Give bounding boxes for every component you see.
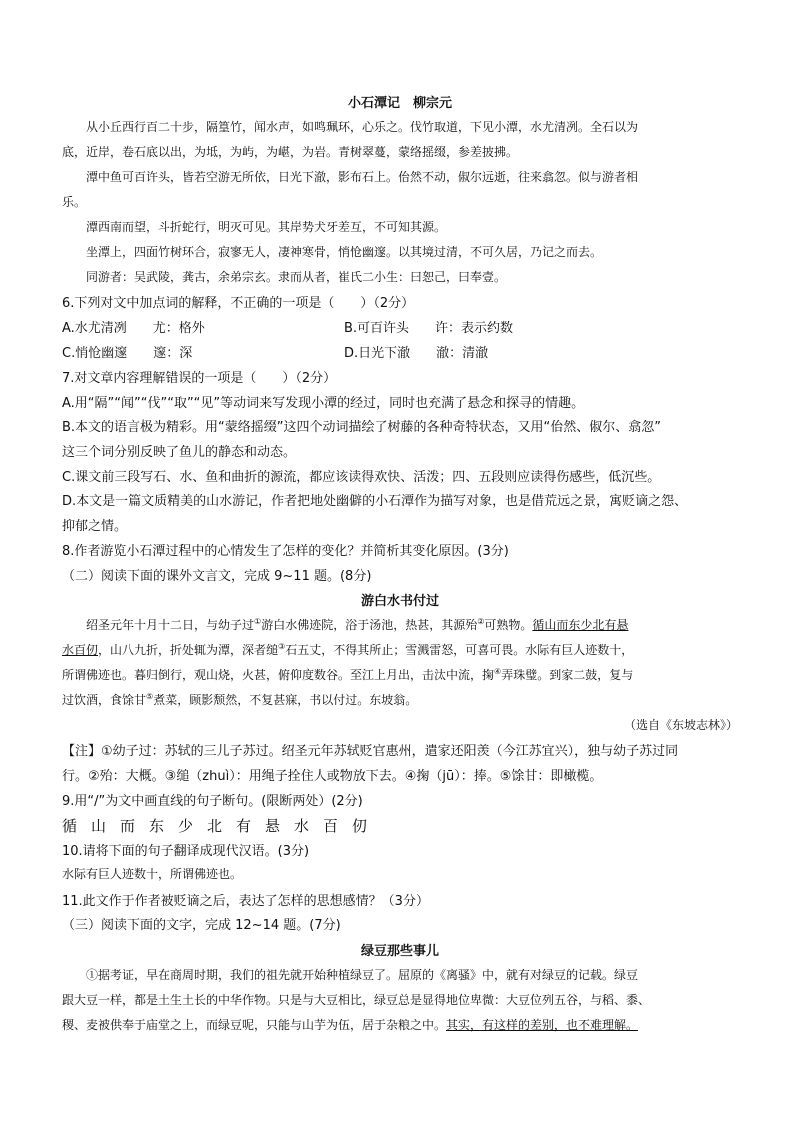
passage-2-line (62, 691, 738, 708)
text-run: 游白水佛迹院，浴于汤池，热甚，其源殆 (261, 618, 478, 632)
passage-3-paragraph-cont (62, 1016, 738, 1033)
passage-paragraph-cont: 乐。 (62, 195, 87, 209)
passage-3-paragraph: ①据考证，早在商周时期，我们的祖先就开始种植绿豆了。屈原的《离骚》中，就有对绿豆的记载。绿豆 (86, 968, 639, 982)
option-a: A.用“隔”“闻”“伐”“取”“见”等动词来写发现小潭的经过，同时也充满了悬念和探寻的情趣。 (62, 396, 585, 411)
note-marker: ⑤ (146, 692, 154, 701)
question-7-stem: 7.对文章内容理解错误的一项是（ ）（2分） (62, 371, 337, 386)
question-10-sentence: 水际有巨人迹数十，所谓佛迹也。 (62, 867, 243, 881)
underlined-sentence: 水百仞 (62, 643, 99, 657)
question-6-options-row2 (62, 342, 738, 361)
note-marker: ① (254, 617, 262, 626)
text-run: 过饮酒，食馀甘 (62, 693, 147, 707)
section-2-heading: （二）阅读下面的课外文言文，完成 9~11 题。(8分) (62, 569, 372, 584)
question-9-characters: 循山而东少北有悬水百仞 (62, 817, 382, 835)
option-c: C.悄怆幽邃 邃：深 (62, 346, 193, 361)
passage-2-line (62, 616, 738, 633)
section-3-heading: （三）阅读下面的文字，完成 12~14 题。(7分) (62, 918, 341, 933)
option-c: C.课文前三段写石、水、鱼和曲折的源流，都应该读得欢快、活泼；四、五段则应读得伤感些，低沉些。 (62, 470, 661, 485)
passage-2-line (62, 666, 738, 683)
note-marker: ④ (494, 667, 502, 676)
question-6-stem: 6.下列对文中加点词的解释，不正确的一项是（ ）（2分） (62, 296, 415, 311)
underlined-sentence: 循山而东少北有悬 (532, 618, 629, 632)
passage-paragraph: 从小丘西行百二十步，隔篁竹，闻水声，如鸣珮环，心乐之。伐竹取道，下见小潭，水尤清冽。全石以为 (86, 120, 639, 134)
option-b: B.可百许头 许：表示约数 (344, 321, 514, 336)
annotation-note-cont: 行。②殆：大概。③缒（zhuì）：用绳子拴住人或物放下去。④掬（jū）：捧。⑤馀甘：即橄榄。 (62, 769, 603, 784)
text-run: 煮菜，顾影颓然，不复甚寐，书以付过。东坡翁。 (153, 693, 418, 707)
text-run: 所谓佛迹也。暮归倒行，观山烧，火甚，俯仰度数谷。至江上月出，击汰中流，掬 (62, 668, 495, 682)
option-b: B.本文的语言极为精彩。用“蒙络摇缀”这四个动词描绘了树藤的各种奇特状态，又用“佁然、俶尔、翕忽” (62, 420, 661, 435)
text-run: 可熟物。 (484, 618, 533, 632)
question-6-options-row1 (62, 317, 738, 336)
option-d: D.日光下澈 澈：清澈 (344, 346, 489, 361)
passage-2-line (62, 641, 738, 658)
underlined-sentence: 其实，有这样的差别，也不难理解。 (446, 1018, 639, 1032)
passage-paragraph: 坐潭上，四面竹树环合，寂寥无人，凄神寒骨，悄怆幽邃。以其境过清，不可久居，乃记之而去。 (86, 245, 603, 259)
option-d: D.本文是一篇文质精美的山水游记，作者把地处幽僻的小石潭作为描写对象，也是借荒远之景，寓贬谪之怨、 (62, 494, 688, 509)
note-marker: ② (477, 617, 485, 626)
text-run: 石五丈，不得其所止；雪溅雷怒，可喜可畏。水际有巨人迹数十， (285, 643, 634, 657)
annotation-note: 【注】①幼子过：苏轼的三儿子苏过。绍圣元年苏轼贬官惠州，遣家还阳羡（今江苏宜兴），独与幼子苏过同 (62, 744, 679, 759)
question-11-stem: 11.此文作于作者被贬谪之后，表达了怎样的思想感情？（3分） (62, 894, 429, 909)
passage-2-source: （选自《东坡志林》） (623, 718, 738, 732)
passage-2-title: 游白水书付过 (360, 594, 439, 609)
passage-paragraph: 潭中鱼可百许头，皆若空游无所依，日光下澈，影布石上。佁然不动，俶尔远逝，往来翕忽。似与游者相 (86, 170, 639, 184)
question-10-stem: 10.请将下面的句子翻译成现代汉语。(3分) (62, 844, 310, 859)
passage-paragraph-cont: 底，近岸，卷石底以出，为坻，为屿，为嵁，为岩。青树翠蔓，蒙络摇缀，参差披拂。 (62, 145, 519, 159)
option-d-cont: 抑郁之情。 (62, 519, 128, 534)
passage-paragraph: 同游者：吴武陵，龚古，余弟宗玄。隶而从者，崔氏二小生：曰恕己，曰奉壹。 (86, 270, 507, 284)
text-run: 稷、麦被供奉于庙堂之上，而绿豆呢，只能与山芋为伍，居于杂粮之中。 (62, 1018, 447, 1032)
passage-3-title: 绿豆那些事儿 (360, 944, 439, 959)
text-run: ，山八九折，折处辄为潭，深者缒 (98, 643, 279, 657)
question-9-stem: 9.用“/”为文中画直线的句子断句。(限断两处）(2分) (62, 794, 363, 809)
passage-title: 小石潭记 柳宗元 (347, 96, 452, 111)
option-a: A.水尤清冽 尤：格外 (62, 321, 205, 336)
question-8-stem: 8.作者游览小石潭过程中的心情发生了怎样的变化？并简析其变化原因。(3分) (62, 544, 509, 559)
option-b-cont: 这三个词分别反映了鱼儿的静态和动态。 (62, 445, 297, 460)
text-run: 绍圣元年十月十二日，与幼子过 (86, 618, 255, 632)
passage-3-paragraph-cont: 跟大豆一样，都是土生土长的中华作物。只是与大豆相比，绿豆总是显得地位卑微：大豆位列五谷，与稻、黍、 (62, 993, 651, 1007)
note-marker: ③ (278, 642, 286, 651)
text-run: 弄珠璧。到家二鼓，复与 (501, 668, 634, 682)
passage-paragraph: 潭西南而望，斗折蛇行，明灭可见。其岸势犬牙差互，不可知其源。 (86, 220, 447, 234)
